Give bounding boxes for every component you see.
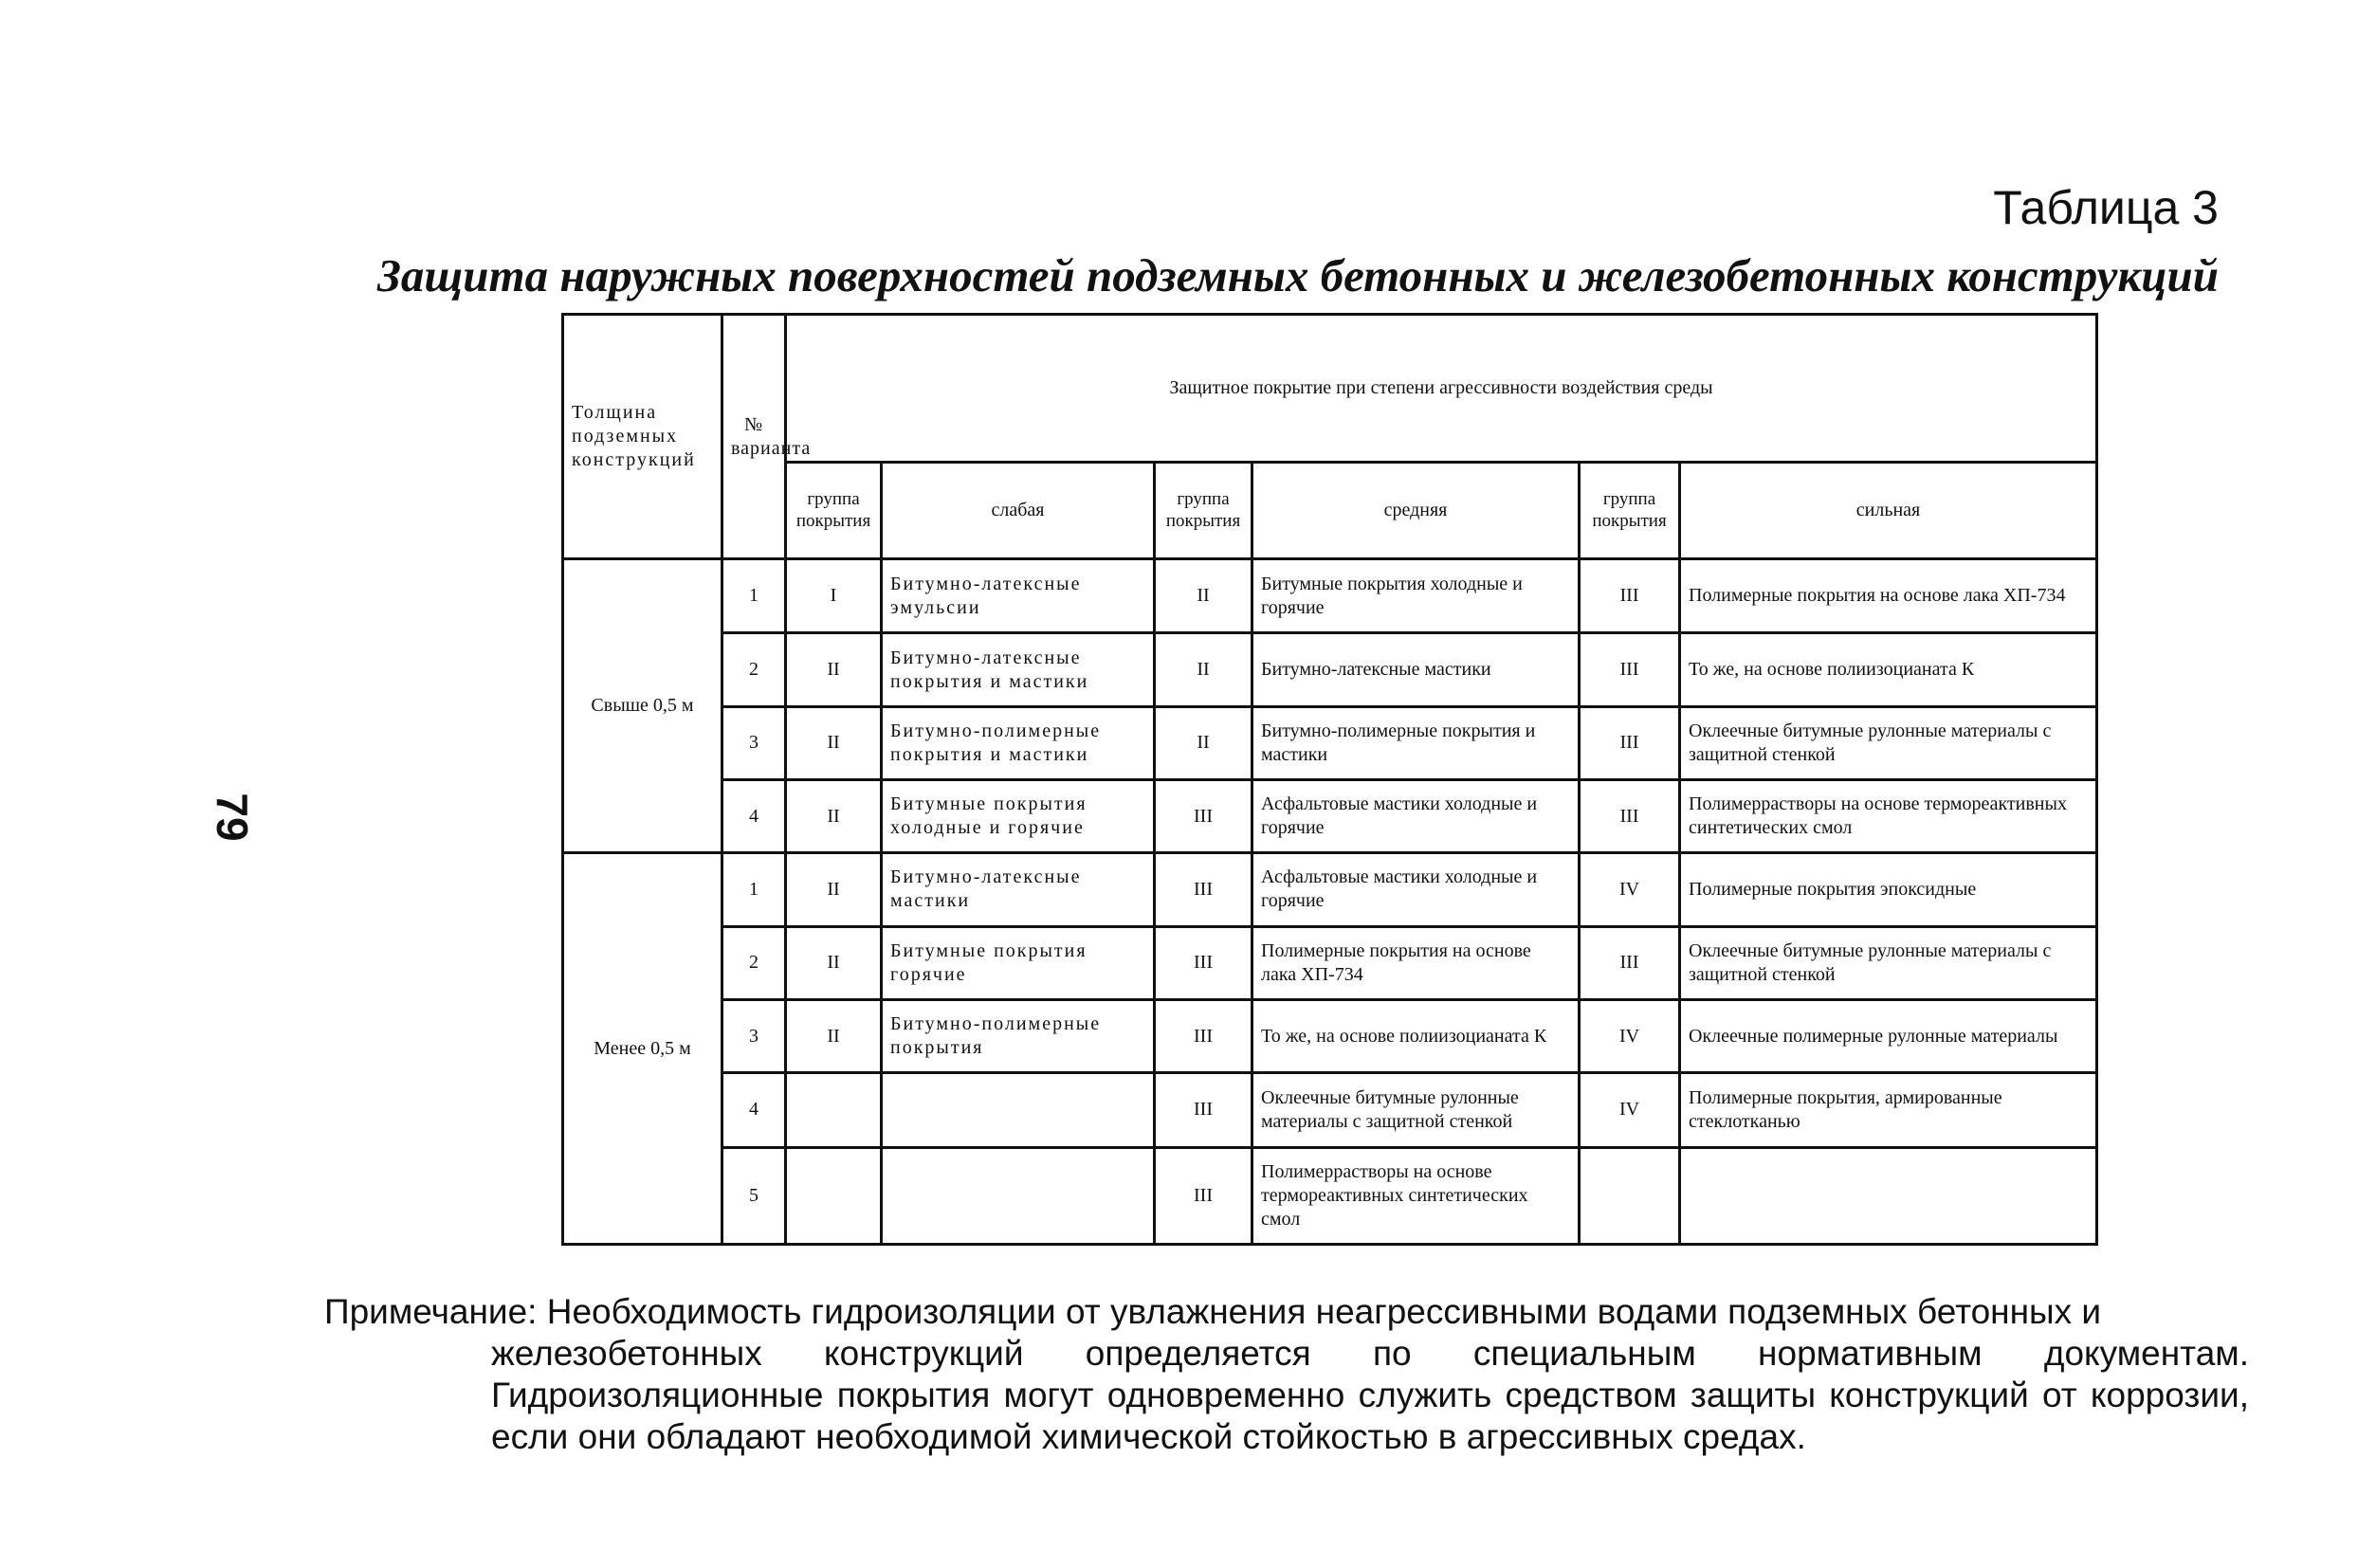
variant-number: 4 [722,1073,786,1147]
table-row [563,706,2097,779]
table-row [563,853,2097,926]
thickness-group-label: Менее 0,5 м [563,853,722,1245]
header-variant: № варианта [722,315,786,559]
group-strong: III [1580,559,1680,633]
table-title: Защита наружных поверхностей подземных бетонных и железобетонных конструкций [377,249,2219,301]
variant-number: 1 [722,853,786,926]
thickness-group-label: Свыше 0,5 м [563,559,722,853]
coating-strong: Полимеррастворы на основе термореактивных синтетических смол [1680,779,2097,852]
group-weak [786,1147,882,1244]
table-row [563,633,2097,706]
coating-weak: Битумно-латексные мастики [882,853,1155,926]
coating-strong [1680,1147,2097,1244]
note [324,1291,2249,1458]
table-label: Таблица 3 [1993,181,2219,234]
coating-weak: Битумные покрытия холодные и горячие [882,779,1155,852]
group-strong: IV [1580,999,1680,1072]
coating-weak [882,1147,1155,1244]
coating-medium: Битумные покрытия холодные и горячие [1252,559,1580,633]
group-strong: III [1580,706,1680,779]
coating-medium: Полимерные покрытия на основе лака ХП-734 [1252,926,1580,999]
coating-strong: Полимерные покрытия на основе лака ХП-734 [1680,559,2097,633]
variant-number: 3 [722,706,786,779]
coating-medium: То же, на основе полиизоцианата К [1252,999,1580,1072]
group-weak: I [786,559,882,633]
header-medium: средняя [1252,462,1580,558]
group-strong: III [1580,926,1680,999]
group-medium: II [1155,559,1252,633]
variant-number: 5 [722,1147,786,1244]
group-strong: III [1580,633,1680,706]
variant-number: 3 [722,999,786,1072]
coating-weak: Битумно-полимерные покрытия и мастики [882,706,1155,779]
protection-table [561,313,2098,1246]
group-weak: II [786,706,882,779]
header-coating: Защитное покрытие при степени агрессивности воздействия среды [786,315,2097,463]
group-strong [1580,1147,1680,1244]
header-group-strong: группа покрытия [1580,462,1680,558]
group-weak: II [786,633,882,706]
table-row [563,926,2097,999]
group-weak: II [786,853,882,926]
coating-medium: Асфальтовые мастики холодные и горячие [1252,779,1580,852]
header-group-weak: группа покрытия [786,462,882,558]
group-medium: III [1155,779,1252,852]
header-strong: сильная [1680,462,2097,558]
group-medium: III [1155,926,1252,999]
coating-medium: Битумно-полимерные покрытия и мастики [1252,706,1580,779]
group-weak: II [786,926,882,999]
coating-weak: Битумно-латексные эмульсии [882,559,1155,633]
note-line-1: Примечание: Необходимость гидроизоляции от увлажнения неагрессивными водами подземных бетонных и [324,1292,2102,1331]
header-weak: слабая [882,462,1155,558]
coating-medium: Полимеррастворы на основе термореактивных синтетических смол [1252,1147,1580,1244]
table-row [563,1073,2097,1147]
variant-number: 4 [722,779,786,852]
group-medium: III [1155,853,1252,926]
coating-strong: Оклеечные битумные рулонные материалы с защитной стенкой [1680,706,2097,779]
group-medium: II [1155,633,1252,706]
table-row [563,1147,2097,1244]
coating-strong: Полимерные покрытия, армированные стеклотканью [1680,1073,2097,1147]
coating-strong: Оклеечные битумные рулонные материалы с защитной стенкой [1680,926,2097,999]
group-strong: III [1580,779,1680,852]
coating-medium: Битумно-латексные мастики [1252,633,1580,706]
group-weak [786,1073,882,1147]
group-medium: III [1155,1147,1252,1244]
coating-medium: Оклеечные битумные рулонные материалы с защитной стенкой [1252,1073,1580,1147]
variant-number: 2 [722,926,786,999]
coating-weak: Битумно-полимерные покрытия [882,999,1155,1072]
header-group-medium: группа покрытия [1155,462,1252,558]
table-row [563,999,2097,1072]
variant-number: 1 [722,559,786,633]
group-weak: II [786,779,882,852]
group-medium: III [1155,1073,1252,1147]
table-row [563,559,2097,633]
header-thickness: Толщина подземных конструкций [563,315,722,559]
group-medium: II [1155,706,1252,779]
variant-number: 2 [722,633,786,706]
table-row [563,779,2097,852]
note-continuation: железобетонных конструкций определяется по специальным нормативным документам. Гидроизоляционные покрытия могут одновременно служить средством защиты конструкций от коррозии, если они обладают необходимой химической стойкостью в агрессивных средах. [491,1334,2249,1456]
coating-strong: Полимерные покрытия эпоксидные [1680,853,2097,926]
page-number: 79 [208,793,257,842]
coating-strong: То же, на основе полиизоцианата К [1680,633,2097,706]
group-strong: IV [1580,853,1680,926]
group-medium: III [1155,999,1252,1072]
coating-medium: Асфальтовые мастики холодные и горячие [1252,853,1580,926]
coating-strong: Оклеечные полимерные рулонные материалы [1680,999,2097,1072]
group-weak: II [786,999,882,1072]
coating-weak: Битумно-латексные покрытия и мастики [882,633,1155,706]
group-strong: IV [1580,1073,1680,1147]
coating-weak: Битумные покрытия горячие [882,926,1155,999]
coating-weak [882,1073,1155,1147]
